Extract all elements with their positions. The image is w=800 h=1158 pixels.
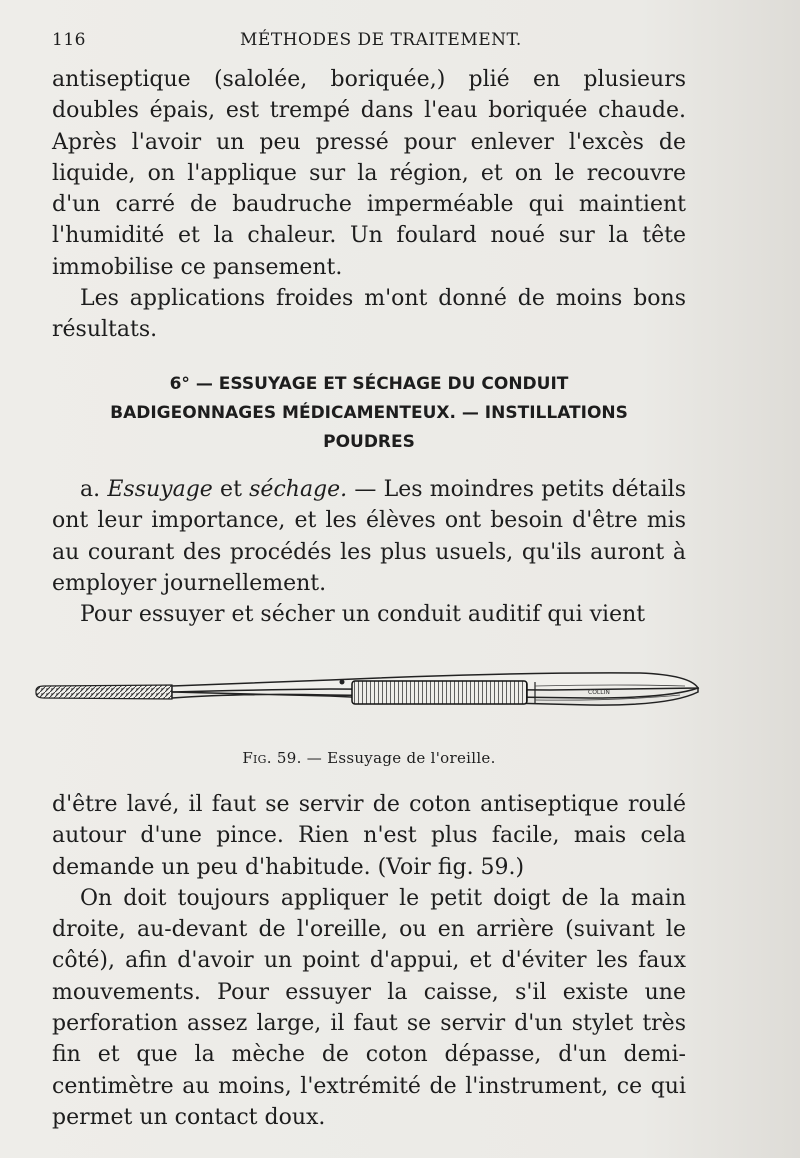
text-block-bottom bbox=[52, 789, 686, 1133]
term-essuyage: Essuyage bbox=[107, 477, 213, 502]
text-block-middle bbox=[52, 474, 686, 630]
figure-59 bbox=[30, 662, 705, 722]
section-heading-line-1: 6° — ESSUYAGE ET SÉCHAGE DU CONDUIT bbox=[169, 374, 569, 394]
page-number: 116 bbox=[52, 30, 86, 50]
running-title: MÉTHODES DE TRAITEMENT. bbox=[240, 30, 522, 50]
forceps-illustration bbox=[30, 662, 705, 722]
paragraph-little-finger: On doit toujours appliquer le petit doigt de la main droite, au-devant de l'oreille, ou en arrière (suivant le côté), afin d'avoir un point d'appui, et d'éviter les faux mouvements. Pour essuyer la caisse, s'il existe une perforation assez large, il faut se servir d'un stylet très fin et que la mèche de coton dépasse, d'un demi-centimètre au moins, l'extrémité de l'instrument, ce qui permet un contact doux. bbox=[52, 885, 686, 1130]
engraver-mark: COLLIN bbox=[588, 689, 610, 696]
running-header bbox=[52, 30, 690, 58]
paragraph-label: a. bbox=[80, 477, 108, 502]
paragraph-essuyage bbox=[52, 474, 686, 599]
conjunction: et bbox=[212, 477, 250, 502]
caption-text: 59. — Essuyage de l'oreille. bbox=[271, 749, 496, 767]
paragraph-cold-applications: Les applications froides m'ont donné de moins bons résultats. bbox=[52, 286, 686, 343]
section-heading-line-2: BADIGEONNAGES MÉDICAMENTEUX. — INSTILLATIONS bbox=[110, 403, 628, 423]
caption-prefix: Fig. bbox=[242, 749, 272, 767]
paragraph-continued: antiseptique (salolée, boriquée,) plié en plusieurs doubles épais, est trempé dans l'eau boriquée chaude. Après l'avoir un peu pressé pour enlever l'excès de liquide, on l'applique sur la région, et on le recouvre d'un carré de baudruche imperméable qui maintient l'humidité et la chaleur. Un foulard noué sur la tête immobilise ce pansement. bbox=[52, 67, 686, 280]
text-block-top bbox=[52, 64, 686, 346]
paragraph-body: — Les moindres petits détails ont leur importance, et les élèves ont besoin d'être mis au courant des procédés les plus usuels, qu'ils auront à employer journellement. bbox=[52, 477, 686, 596]
paragraph-wipe-start: Pour essuyer et sécher un conduit auditif qui vient bbox=[80, 602, 646, 628]
term-sechage: séchage. bbox=[249, 477, 348, 502]
figure-caption bbox=[0, 749, 738, 767]
paragraph-wipe-continued: d'être lavé, il faut se servir de coton antiseptique roulé autour d'une pince. Rien n'est plus facile, mais cela demande un peu d'habitude. (Voir fig. 59.) bbox=[52, 792, 686, 880]
section-heading-line-3: POUDRES bbox=[323, 432, 415, 452]
section-heading bbox=[52, 370, 686, 457]
